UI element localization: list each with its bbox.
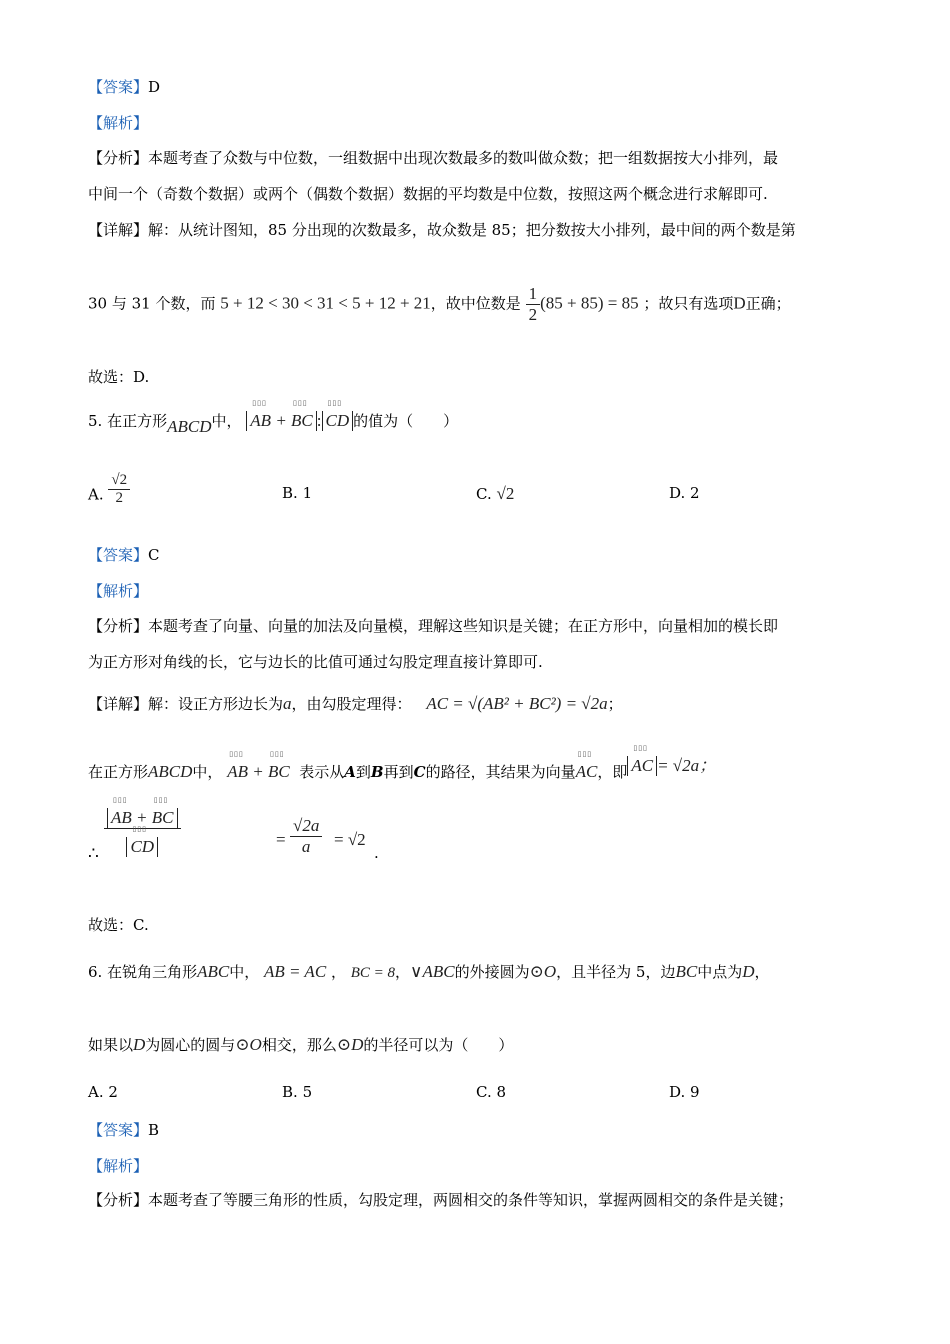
option-value: 2 xyxy=(690,484,700,502)
fenxi-tag: 【分析】 xyxy=(88,149,149,167)
q5-xiangjie-line1 xyxy=(88,693,623,714)
q5-option-a xyxy=(88,472,130,513)
vec-ac: ▯▯▯ AC xyxy=(576,762,598,782)
text: 5. 在正方形 xyxy=(88,412,168,430)
point-b: B xyxy=(370,763,384,781)
text: ；故只有选项 xyxy=(643,294,734,313)
fenxi-text: 本题考查了向量、向量的加法及向量模，理解这些知识是关键；在正方形中，向量相加的模长即 xyxy=(148,617,779,635)
option-ref: D xyxy=(733,293,746,313)
q6-stem-line1 xyxy=(88,961,770,982)
q6-answer xyxy=(88,1119,159,1140)
text: 在正方形 xyxy=(88,763,149,781)
period: . xyxy=(374,844,379,862)
text: ， xyxy=(395,963,411,981)
math-abcd: ABCD xyxy=(167,417,212,436)
math-a: a xyxy=(283,694,292,713)
vec-ab: ▯▯▯ AB xyxy=(227,762,248,782)
answer-tag: 【答案】 xyxy=(88,546,149,564)
fenxi-tag: 【分析】 xyxy=(88,1191,149,1209)
option-label: D. xyxy=(669,1083,686,1101)
vec-cd: ▯▯▯ CD xyxy=(130,837,154,857)
vec-ac: ▯▯▯ AC xyxy=(631,756,653,776)
option-label: C. xyxy=(476,485,492,503)
text: 中点为 xyxy=(697,963,743,981)
q4-conclusion: 故选：D. xyxy=(88,368,150,386)
text: 再到 xyxy=(383,763,414,781)
text: 中， xyxy=(211,412,242,430)
plus: + xyxy=(275,411,287,430)
text: 的外接圆为 xyxy=(454,963,530,981)
option-value: 5 xyxy=(302,1083,313,1101)
text: 的路径，其结果为向量 xyxy=(425,763,576,781)
num: 1 xyxy=(526,284,541,305)
q5-xiangjie-line2 xyxy=(88,757,716,782)
fenxi-text: 本题考查了众数与中位数，一组数据中出现次数最多的数叫做众数；把一组数据按大小排列，最 xyxy=(148,149,779,167)
xiangjie-text: 解：从统计图知，85 分出现的次数最多，故众数是 85；把分数按大小排列，最中间的两个数是第 xyxy=(148,221,796,239)
answer-value: B xyxy=(148,1121,160,1139)
point-d: D xyxy=(742,962,755,981)
circle-o: ⊙O xyxy=(235,1035,262,1054)
q5-option-d xyxy=(669,484,700,502)
text: 解：设正方形边长为 xyxy=(148,695,284,713)
inequality: 5 + 12 < 30 < 31 < 5 + 12 + 21 xyxy=(220,293,431,313)
q5-answer xyxy=(88,544,160,565)
num: √2 xyxy=(108,472,130,490)
q5-conclusion: 故选：C. xyxy=(88,916,149,934)
num: √2a xyxy=(290,816,322,837)
answer-value: C xyxy=(148,546,160,564)
text: ，由勾股定理得： xyxy=(291,695,412,713)
option-value: √2 xyxy=(496,484,515,503)
option-label: A. xyxy=(88,1083,104,1101)
q4-answer xyxy=(88,76,160,97)
option-fraction xyxy=(108,472,130,507)
triangle-abc: ∨ABC xyxy=(410,962,455,981)
point-c: C xyxy=(413,763,426,781)
option-value: 8 xyxy=(496,1083,507,1101)
vec-bc: ▯▯▯ BC xyxy=(268,762,290,782)
text: 的半径可以为（ ） xyxy=(363,1036,514,1054)
vec-ab: ▯▯▯ AB xyxy=(111,808,132,828)
q6-fenxi-line1 xyxy=(88,1189,793,1210)
text: ，故中位数是 xyxy=(430,294,521,313)
value-fraction xyxy=(290,816,322,857)
abs-sum xyxy=(246,411,317,431)
q6-option-a xyxy=(88,1083,118,1101)
q5-fenxi-line1 xyxy=(88,615,778,636)
text: ，且半径为 5，边 xyxy=(556,963,676,981)
therefore-symbol: ∴ xyxy=(88,844,99,864)
circle-d: ⊙D xyxy=(336,1035,364,1054)
modulus-result: = √2a； xyxy=(657,756,717,775)
q4-xiangjie-line2 xyxy=(88,284,791,325)
text: 为圆心的圆与 xyxy=(145,1036,236,1054)
colon: : xyxy=(316,411,322,430)
text: 表示从 xyxy=(299,763,345,781)
option-label: A. xyxy=(88,485,104,504)
equals: = xyxy=(276,830,286,849)
point-a: A xyxy=(344,763,356,781)
text: ， xyxy=(754,963,770,981)
q5-option-c xyxy=(476,484,514,504)
answer-value: D xyxy=(148,78,161,96)
q6-option-b xyxy=(282,1083,312,1101)
text: ， xyxy=(330,963,346,981)
option-label: C. xyxy=(476,1083,492,1101)
plus: + xyxy=(252,762,264,781)
ratio-fraction xyxy=(104,808,181,857)
vec-bc: ▯▯▯ BC xyxy=(152,808,174,828)
q5-option-b xyxy=(282,484,312,502)
option-label: B. xyxy=(282,1083,298,1101)
q4-fenxi-line2: 中间一个（奇数个数据）或两个（偶数个数据）数据的平均数是中位数，按照这两个概念进行求解即可. xyxy=(88,185,768,203)
q6-stem-line2 xyxy=(88,1034,513,1055)
den: 2 xyxy=(115,490,123,506)
text: ，即 xyxy=(597,763,628,781)
math-abcd: ABCD xyxy=(148,762,193,781)
den: a xyxy=(301,837,311,856)
text: 正确； xyxy=(745,294,791,313)
q6-option-d xyxy=(669,1083,700,1101)
math-abc: ABC xyxy=(197,962,230,981)
median-expr: (85 + 85) = 85 xyxy=(540,293,639,313)
q5-analysis-tag: 【解析】 xyxy=(88,582,149,600)
text: 6. 在锐角三角形 xyxy=(88,963,198,981)
q4-xiangjie-line1 xyxy=(88,219,796,240)
text: ； xyxy=(607,695,623,713)
point-d: D xyxy=(133,1035,146,1054)
option-value: 1 xyxy=(302,484,313,502)
math-bc: BC xyxy=(675,962,698,981)
den: 2 xyxy=(528,305,538,324)
text: 中， xyxy=(229,963,260,981)
text: 中， xyxy=(192,763,223,781)
xiangjie-tag: 【详解】 xyxy=(88,695,149,713)
option-label: B. xyxy=(282,484,298,502)
q4-analysis-tag: 【解析】 xyxy=(88,114,149,132)
vec-bc: ▯▯▯ BC xyxy=(291,411,313,431)
q6-analysis-tag: 【解析】 xyxy=(88,1157,149,1175)
q4-fenxi-line1 xyxy=(88,147,778,168)
half-fraction xyxy=(526,284,541,325)
q5-fenxi-line2: 为正方形对角线的长，它与边长的比值可通过勾股定理直接计算即可. xyxy=(88,653,543,671)
xiangjie-tag: 【详解】 xyxy=(88,221,149,239)
q6-option-c xyxy=(476,1083,506,1101)
abs-cd xyxy=(322,411,354,431)
option-value: 2 xyxy=(108,1083,118,1101)
vec-ab: ▯▯▯ AB xyxy=(250,411,271,431)
fenxi-text: 本题考查了等腰三角形的性质，勾股定理，两圆相交的条件等知识，掌握两圆相交的条件是关键； xyxy=(148,1191,794,1209)
q5-stem xyxy=(88,410,459,436)
option-value: 9 xyxy=(690,1083,700,1101)
text: 的值为（ ） xyxy=(353,412,459,430)
answer-tag: 【答案】 xyxy=(88,78,149,96)
pythagoras-expr: AC = √(AB² + BC²) = √2a xyxy=(426,694,608,713)
plus: + xyxy=(136,808,148,827)
text: 30 与 31 个数，而 xyxy=(88,294,216,313)
text: 如果以 xyxy=(88,1036,134,1054)
ratio-result: = √2 xyxy=(334,830,366,849)
eq-ab-ac: AB = AC xyxy=(264,962,327,981)
circle-o: ⊙O xyxy=(529,962,557,981)
answer-tag: 【答案】 xyxy=(88,1121,149,1139)
text: 到 xyxy=(355,763,371,781)
eq-bc: BC = 8 xyxy=(350,965,396,981)
vec-cd: ▯▯▯ CD xyxy=(326,411,350,431)
option-label: D. xyxy=(669,484,686,502)
fenxi-tag: 【分析】 xyxy=(88,617,149,635)
text: 相交，那么 xyxy=(261,1036,337,1054)
